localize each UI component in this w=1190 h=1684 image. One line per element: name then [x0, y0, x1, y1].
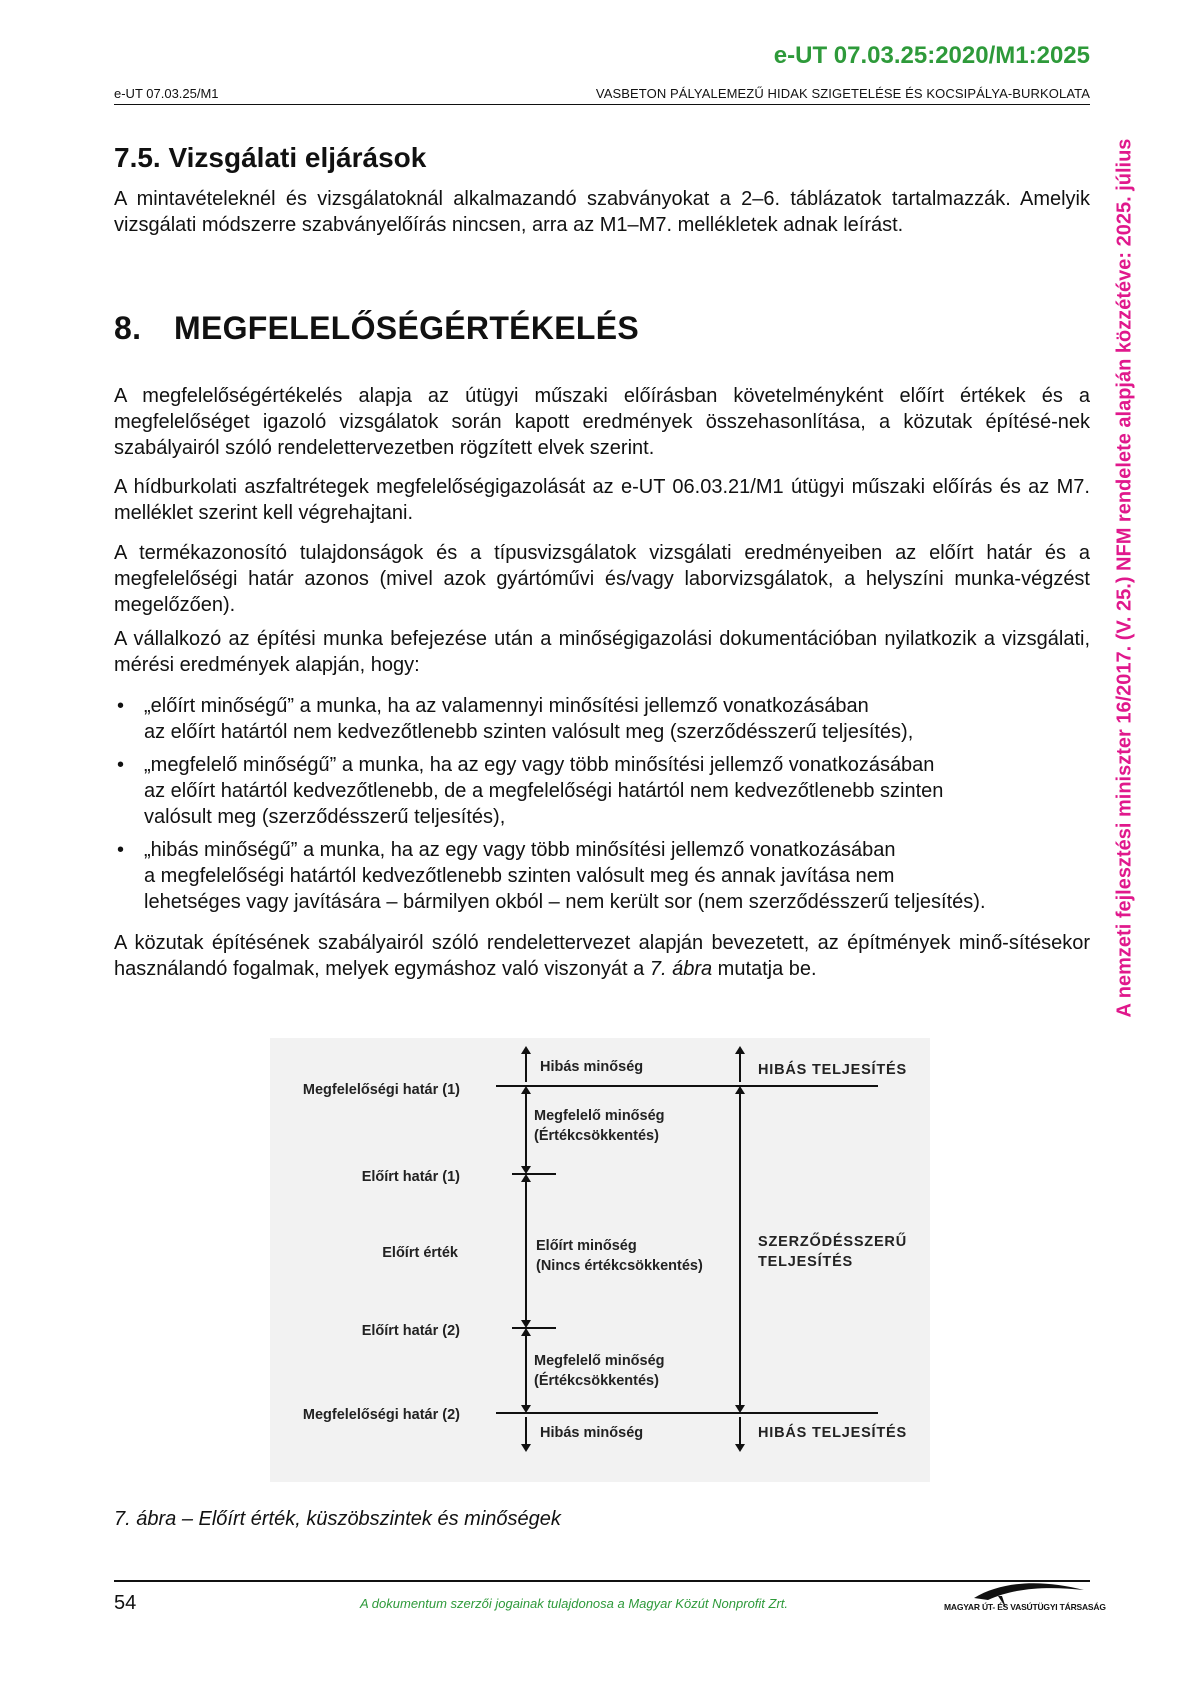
header-title: VASBETON PÁLYALEMEZŰ HIDAK SZIGETELÉSE ÉS KOCSIPÁLYA-BURKOLATA [595, 86, 1090, 101]
header-left-code: e-UT 07.03.25/M1 [114, 86, 219, 101]
bullet-line: az előírt határtól nem kedvezőtlenebb szinten valósult meg (szerződésszerű teljesítés), [144, 721, 914, 743]
label-prescribed-value: Előírt érték [382, 1245, 458, 1261]
page-number: 54 [114, 1592, 137, 1614]
label-adequate-quality-bottom: Megfelelő minőség [534, 1353, 665, 1369]
label-contract-performance: SZERZŐDÉSSZERŰ [758, 1234, 907, 1250]
label-contract-performance-2: TELJESÍTÉS [758, 1254, 854, 1270]
section-8-heading [114, 310, 639, 347]
quality-bullet-list [114, 693, 1090, 922]
bullet-dot: • [117, 754, 125, 776]
paragraph-2: A hídburkolati aszfaltrétegek megfelelőségigazolását az e-UT 06.03.21/M1 útügyi műszaki előírás és az M7. melléklet szerint kell végrehajtani. [114, 476, 1090, 524]
label-adequate-quality-top-note: (Értékcsökkentés) [534, 1128, 659, 1144]
section-7-5-title: 7.5. Vizsgálati eljárások [114, 142, 427, 173]
section-8-title: MEGFELELŐSÉGÉRTÉKELÉS [174, 310, 640, 346]
bullet-item-faulty [114, 837, 1090, 915]
closing-text: A közutak építésének szabályairól szóló rendelettervezet alapján bevezetett, az építmények minő-sítésekor használandó fogalmak, melyek egymáshoz való viszonyát a [114, 932, 1090, 980]
label-adequate-quality-top: Megfelelő minőség [534, 1108, 665, 1124]
paragraph-1: A megfelelőségértékelés alapja az útügyi műszaki előírásban követelményként előírt értékek és a megfelelőséget igazoló vizsgálatok során kapott eredmények összehasonlítása, a közutak építésé-nek szabályairól szóló rendelettervezetben rögzített elvek szerint. [114, 385, 1090, 459]
society-logo-text: MAGYAR ÚT- ÉS VASÚTÜGYI TÁRSASÁG [944, 1602, 1106, 1612]
label-prescribed-quality-note: (Nincs értékcsökkentés) [536, 1258, 703, 1274]
label-conformity-limit-1: Megfelelőségi határ (1) [302, 1082, 460, 1098]
closing-text-end: mutatja be. [712, 958, 817, 980]
bullet-line: lehetséges vagy javítására – bármilyen okból – nem került sor (nem szerződésszerű teljesítés). [144, 891, 986, 913]
society-logo-icon [934, 1578, 1094, 1624]
label-faulty-quality-bottom: Hibás minőség [540, 1425, 644, 1441]
label-adequate-quality-bottom-note: (Értékcsökkentés) [534, 1373, 659, 1389]
bullet-line: „hibás minőségű” a munka, ha az egy vagy több minősítési jellemző vonatkozásában [144, 839, 896, 861]
figure-caption: 7. ábra – Előírt érték, küszöbszintek és minőségek [114, 1508, 561, 1530]
label-conformity-limit-2: Megfelelőségi határ (2) [302, 1407, 460, 1423]
copyright-notice: A dokumentum szerzői jogainak tulajdonosa a Magyar Közút Nonprofit Zrt. [360, 1596, 789, 1611]
side-publication-note: A nemzeti fejlesztési miniszter 16/2017. (V. 25.) NFM rendelete alapján közzétéve: 2025. július [1113, 138, 1136, 1018]
bullet-line: „előírt minőségű” a munka, ha az valamennyi minősítési jellemző vonatkozásában [144, 695, 869, 717]
label-prescribed-quality: Előírt minőség [536, 1238, 637, 1254]
bullet-dot: • [117, 839, 125, 861]
label-faulty-performance-bottom: HIBÁS TELJESÍTÉS [758, 1425, 907, 1441]
figure-reference: 7. ábra [649, 958, 713, 980]
quality-levels-figure [270, 1038, 930, 1482]
bullet-line: az előírt határtól kedvezőtlenebb, de a megfelelőségi határtól nem kedvezőtlenebb szinten [144, 780, 944, 802]
bullet-line: a megfelelőségi határtól kedvezőtlenebb szinten valósult meg és annak javítása nem [144, 865, 895, 887]
label-faulty-performance-top: HIBÁS TELJESÍTÉS [758, 1062, 907, 1078]
bullet-item-adequate [114, 752, 1090, 830]
label-prescribed-limit-1: Előírt határ (1) [361, 1169, 460, 1185]
document-code: e-UT 07.03.25:2020/M1:2025 [773, 42, 1090, 69]
quality-levels-diagram [270, 1038, 930, 1482]
closing-paragraph [114, 930, 1090, 982]
label-prescribed-limit-2: Előírt határ (2) [361, 1323, 460, 1339]
bullet-dot: • [117, 695, 125, 717]
paragraph-3: A termékazonosító tulajdonságok és a típusvizsgálatok vizsgálati eredményeiben az előírt határ és a megfelelőségi határ azonos (mivel azok gyártóművi és/vagy laborvizsgálatok, a helyszíni munka-végzést megelőzően). [114, 542, 1090, 616]
bullet-item-prescribed [114, 693, 1090, 745]
section-8-number: 8. [114, 310, 142, 346]
paragraph-4: A vállalkozó az építési munka befejezése után a minőségigazolási dokumentációban nyilatkozik a vizsgálati, mérési eredmények alapján, hogy: [114, 628, 1090, 676]
bullet-line: valósult meg (szerződésszerű teljesítés), [144, 806, 506, 828]
header-rule [114, 104, 1090, 105]
bullet-line: „megfelelő minőségű” a munka, ha az egy vagy több minősítési jellemző vonatkozásában [144, 754, 935, 776]
label-faulty-quality-top: Hibás minőség [540, 1059, 644, 1075]
section-7-5-text: A mintavételeknél és vizsgálatoknál alkalmazandó szabványokat a 2–6. táblázatok tartalmazzák. Amelyik vizsgálati módszerre szabványelőírás nincsen, arra az M1–M7. mellékletek adnak leírást. [114, 188, 1090, 236]
